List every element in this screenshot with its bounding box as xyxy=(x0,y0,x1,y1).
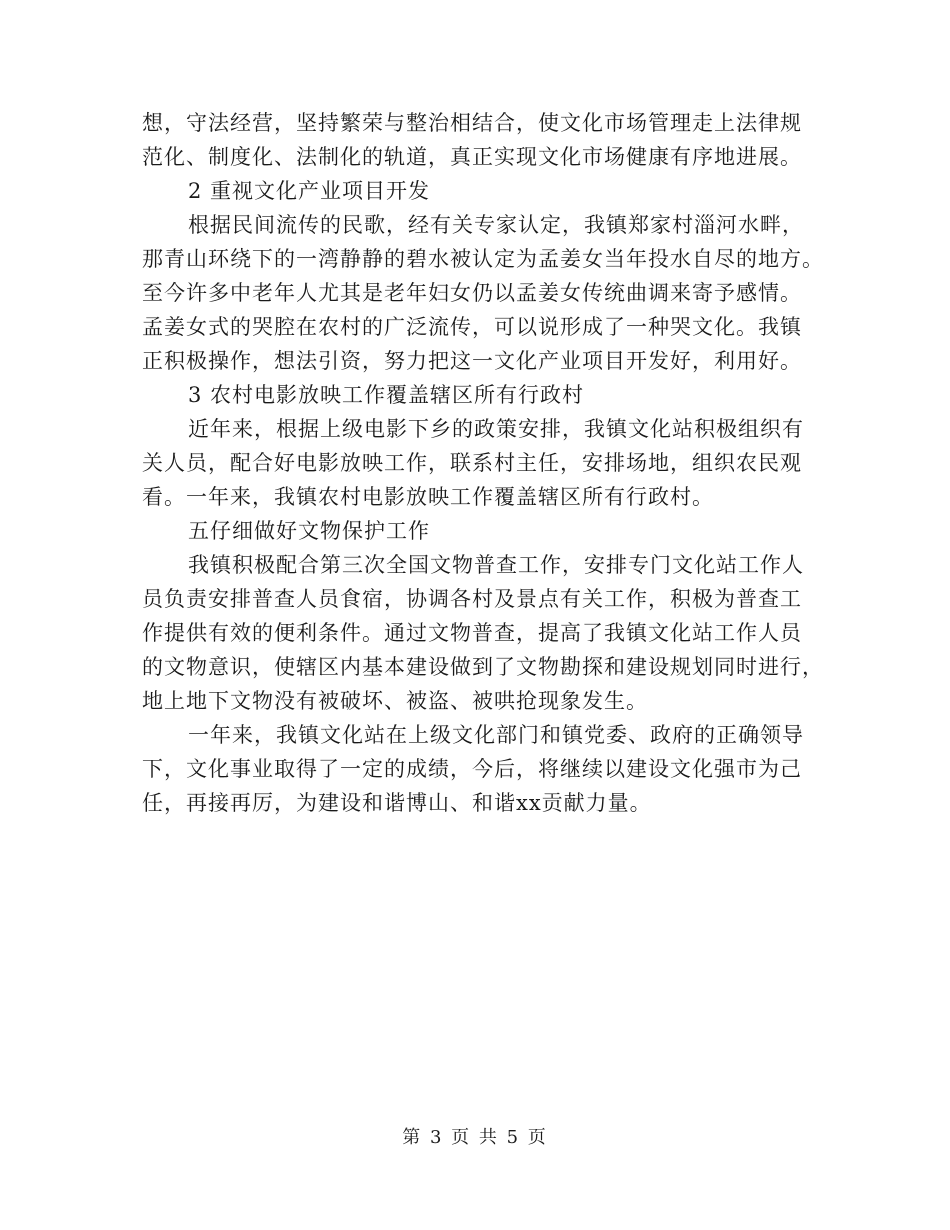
paragraph-line: 想，守法经营，坚持繁荣与整治相结合，使文化市场管理走上法律规 xyxy=(142,111,802,135)
page-number-footer: 第 3 页 共 5 页 xyxy=(402,1127,548,1148)
paragraph-line: 作提供有效的便利条件。通过文物普查，提高了我镇文化站工作人员 xyxy=(142,621,802,645)
paragraph-line: 看。一年来，我镇农村电影放映工作覆盖辖区所有行政村。 xyxy=(142,485,714,509)
paragraph-line: 员负责安排普查人员食宿，协调各村及景点有关工作，积极为普查工 xyxy=(142,587,802,611)
paragraph-line: 地上地下文物没有被破坏、被盗、被哄抢现象发生。 xyxy=(142,689,648,713)
paragraph-line: 范化、制度化、法制化的轨道，真正实现文化市场健康有序地进展。 xyxy=(142,145,802,169)
paragraph-line: 的文物意识，使辖区内基本建设做到了文物勘探和建设规划同时进行， xyxy=(142,655,824,679)
paragraph-line: 孟姜女式的哭腔在农村的广泛流传，可以说形成了一种哭文化。我镇 xyxy=(142,315,802,339)
section-heading: 五仔细做好文物保护工作 xyxy=(188,519,430,543)
paragraph-line: 关人员，配合好电影放映工作，联系村主任，安排场地，组织农民观 xyxy=(142,451,802,475)
paragraph-line: 正积极操作，想法引资，努力把这一文化产业项目开发好，利用好。 xyxy=(142,349,802,373)
paragraph-line: 下，文化事业取得了一定的成绩，今后，将继续以建设文化强市为己 xyxy=(142,757,802,781)
paragraph-line: 任，再接再厉，为建设和谐博山、和谐xx贡献力量。 xyxy=(142,791,652,815)
body-text xyxy=(142,106,824,820)
paragraph-line: 我镇积极配合第三次全国文物普查工作，安排专门文化站工作人 xyxy=(188,553,804,577)
section-heading: 3 农村电影放映工作覆盖辖区所有行政村 xyxy=(188,383,585,407)
paragraph-line: 一年来，我镇文化站在上级文化部门和镇党委、政府的正确领导 xyxy=(188,723,804,747)
paragraph-line: 那青山环绕下的一湾静静的碧水被认定为孟姜女当年投水自尽的地方。 xyxy=(142,247,824,271)
section-heading: 2 重视文化产业项目开发 xyxy=(188,179,431,203)
paragraph-line: 根据民间流传的民歌，经有关专家认定，我镇郑家村淄河水畔， xyxy=(188,213,804,237)
paragraph-line: 近年来，根据上级电影下乡的政策安排，我镇文化站积极组织有 xyxy=(188,417,804,441)
paragraph-line: 至今许多中老年人尤其是老年妇女仍以孟姜女传统曲调来寄予感情。 xyxy=(142,281,802,305)
